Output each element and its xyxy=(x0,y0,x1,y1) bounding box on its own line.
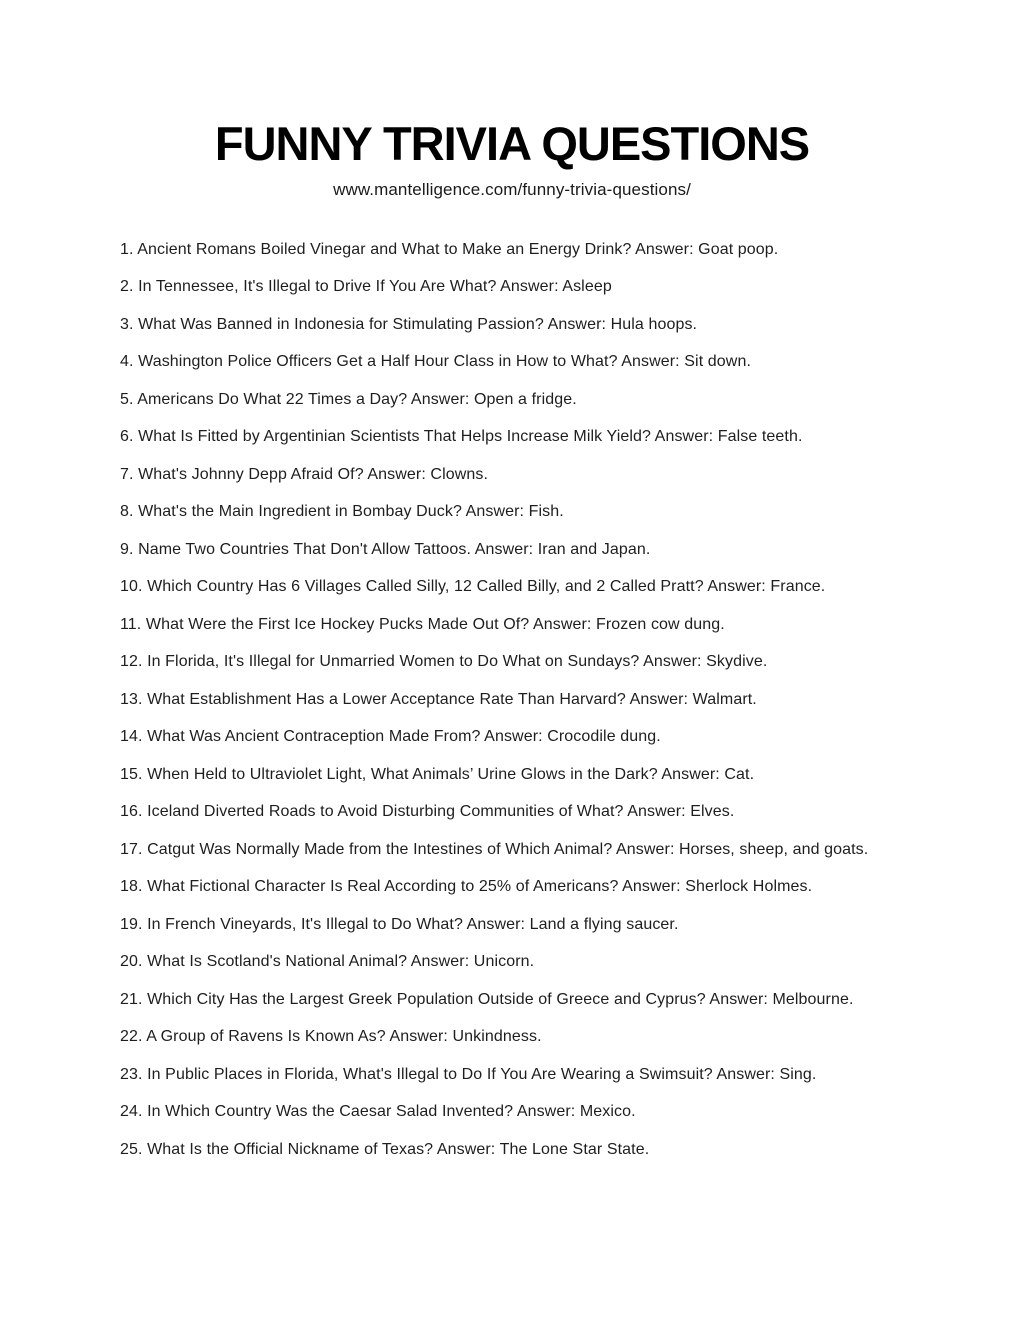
trivia-line-21: 21. Which City Has the Largest Greek Population Outside of Greece and Cyprus? Answer: Melbourne. xyxy=(120,990,854,1008)
document-title: FUNNY TRIVIA QUESTIONS xyxy=(214,117,810,170)
trivia-line-10: 10. Which Country Has 6 Villages Called Silly, 12 Called Billy, and 2 Called Pratt? Answer: France. xyxy=(120,578,826,596)
trivia-line-12: 12. In Florida, It's Illegal for Unmarried Women to Do What on Sundays? Answer: Skydive. xyxy=(120,653,768,671)
trivia-line-4: 4. Washington Police Officers Get a Half Hour Class in How to What? Answer: Sit down. xyxy=(120,353,751,371)
document-source-url: www.mantelligence.com/funny-trivia-questions/ xyxy=(333,179,691,199)
document-header xyxy=(0,0,1024,200)
trivia-line-7: 7. What's Johnny Depp Afraid Of? Answer: Clowns. xyxy=(120,465,489,483)
trivia-line-2: 2. In Tennessee, It's Illegal to Drive If You Are What? Answer: Asleep xyxy=(120,278,612,296)
trivia-line-18: 18. What Fictional Character Is Real According to 25% of Americans? Answer: Sherlock Holmes. xyxy=(120,878,813,896)
trivia-line-13: 13. What Establishment Has a Lower Acceptance Rate Than Harvard? Answer: Walmart. xyxy=(120,690,757,708)
trivia-line-9: 9. Name Two Countries That Don't Allow Tattoos. Answer: Iran and Japan. xyxy=(120,540,651,558)
trivia-line-11: 11. What Were the First Ice Hockey Pucks Made Out Of? Answer: Frozen cow dung. xyxy=(120,615,725,633)
trivia-line-8: 8. What's the Main Ingredient in Bombay Duck? Answer: Fish. xyxy=(120,503,564,521)
trivia-line-25: 25. What Is the Official Nickname of Texas? Answer: The Lone Star State. xyxy=(120,1140,650,1158)
trivia-line-16: 16. Iceland Diverted Roads to Avoid Disturbing Communities of What? Answer: Elves. xyxy=(120,803,735,821)
trivia-line-6: 6. What Is Fitted by Argentinian Scientists That Helps Increase Milk Yield? Answer: False teeth. xyxy=(120,428,803,446)
trivia-line-17: 17. Catgut Was Normally Made from the Intestines of Which Animal? Answer: Horses, sheep, and goats. xyxy=(120,840,869,858)
trivia-line-3: 3. What Was Banned in Indonesia for Stimulating Passion? Answer: Hula hoops. xyxy=(120,315,698,333)
trivia-line-23: 23. In Public Places in Florida, What's Illegal to Do If You Are Wearing a Swimsuit? Answer: Sing. xyxy=(120,1065,817,1083)
trivia-line-19: 19. In French Vineyards, It's Illegal to Do What? Answer: Land a flying saucer. xyxy=(120,915,679,933)
trivia-line-1: 1. Ancient Romans Boiled Vinegar and What to Make an Energy Drink? Answer: Goat poop. xyxy=(120,240,779,258)
trivia-line-20: 20. What Is Scotland's National Animal? Answer: Unicorn. xyxy=(120,953,535,971)
trivia-line-15: 15. When Held to Ultraviolet Light, What Animals’ Urine Glows in the Dark? Answer: Cat. xyxy=(120,765,755,783)
trivia-line-5: 5. Americans Do What 22 Times a Day? Answer: Open a fridge. xyxy=(120,390,577,408)
trivia-line-22: 22. A Group of Ravens Is Known As? Answer: Unkindness. xyxy=(120,1028,542,1046)
trivia-line-14: 14. What Was Ancient Contraception Made From? Answer: Crocodile dung. xyxy=(120,728,661,746)
trivia-line-24: 24. In Which Country Was the Caesar Salad Invented? Answer: Mexico. xyxy=(120,1103,636,1121)
trivia-question-list xyxy=(120,242,1024,1158)
